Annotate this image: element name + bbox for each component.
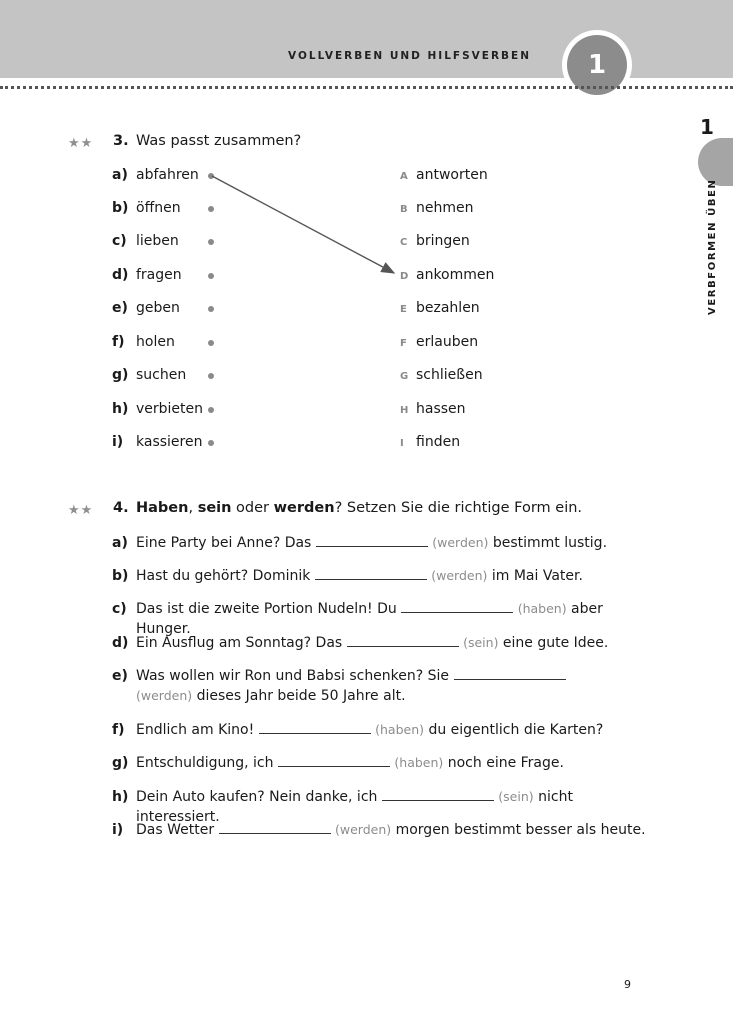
item-label: g)	[112, 755, 129, 771]
right-word: bringen	[416, 233, 470, 249]
item-label: a)	[112, 535, 128, 551]
right-word: hassen	[416, 401, 466, 417]
exercise-title: Haben, sein oder werden? Setzen Sie die richtige Form ein.	[136, 500, 583, 516]
answer-blank[interactable]	[219, 822, 331, 834]
answer-blank[interactable]	[316, 535, 428, 547]
item-label: f)	[112, 334, 125, 350]
item-label: d)	[112, 635, 129, 651]
item-label: h)	[112, 401, 129, 417]
left-word: fragen	[136, 267, 182, 283]
side-chapter-number: 1	[700, 115, 714, 139]
side-section-label: VERBFORMEN ÜBEN	[707, 178, 718, 315]
fill-sentence: Das ist die zweite Portion Nudeln! Du (haben) aber Hunger.	[136, 601, 603, 637]
option-letter: G	[400, 371, 409, 382]
option-letter: H	[400, 405, 409, 416]
answer-blank[interactable]	[278, 755, 390, 767]
left-word: öffnen	[136, 200, 181, 216]
option-letter: C	[400, 237, 408, 248]
answer-blank[interactable]	[259, 722, 371, 734]
fill-sentence: Was wollen wir Ron und Babsi schenken? Sie (werden) dieses Jahr beide 50 Jahre alt.	[136, 666, 606, 706]
item-label: i)	[112, 822, 124, 838]
answer-blank[interactable]	[401, 601, 513, 613]
fill-sentence: Ein Ausflug am Sonntag? Das (sein) eine gute Idee.	[136, 635, 609, 651]
option-letter: B	[400, 204, 408, 215]
left-word: suchen	[136, 367, 187, 383]
exercise-number: 3.	[113, 133, 129, 149]
difficulty-stars: ★★	[68, 503, 94, 518]
item-label: i)	[112, 434, 124, 450]
right-word: antworten	[416, 167, 488, 183]
right-word: finden	[416, 434, 461, 450]
difficulty-stars: ★★	[68, 136, 94, 151]
item-label: b)	[112, 200, 129, 216]
left-word: abfahren	[136, 167, 199, 183]
item-label: a)	[112, 167, 128, 183]
right-word: schließen	[416, 367, 483, 383]
left-word: geben	[136, 300, 180, 316]
item-label: c)	[112, 601, 127, 617]
right-word: bezahlen	[416, 300, 480, 316]
option-letter: A	[400, 171, 408, 182]
fill-sentence: Eine Party bei Anne? Das (werden) bestimmt lustig.	[136, 535, 608, 551]
item-label: g)	[112, 367, 129, 383]
right-word: ankommen	[416, 267, 495, 283]
fill-sentence: Hast du gehört? Dominik (werden) im Mai Vater.	[136, 568, 583, 584]
left-word: verbieten	[136, 401, 204, 417]
answer-blank[interactable]	[382, 789, 494, 801]
option-letter: E	[400, 304, 407, 315]
item-label: e)	[112, 668, 128, 684]
fill-sentence: Dein Auto kaufen? Nein danke, ich (sein) nicht interessiert.	[136, 789, 573, 825]
item-label: f)	[112, 722, 125, 738]
item-label: b)	[112, 568, 129, 584]
left-word: holen	[136, 334, 175, 350]
answer-blank[interactable]	[315, 568, 427, 580]
answer-blank[interactable]	[347, 635, 459, 647]
item-label: c)	[112, 233, 127, 249]
option-letter: F	[400, 338, 407, 349]
left-word: lieben	[136, 233, 179, 249]
left-word: kassieren	[136, 434, 203, 450]
right-word: erlauben	[416, 334, 479, 350]
page-number: 9	[624, 978, 631, 991]
exercise-number: 4.	[113, 500, 129, 516]
item-label: d)	[112, 267, 129, 283]
fill-sentence: Endlich am Kino! (haben) du eigentlich die Karten?	[136, 722, 604, 738]
exercise-title: Was passt zusammen?	[136, 133, 302, 149]
fill-sentence: Entschuldigung, ich (haben) noch eine Frage.	[136, 755, 564, 771]
right-word: nehmen	[416, 200, 474, 216]
item-label: h)	[112, 789, 129, 805]
option-letter: I	[400, 438, 404, 449]
fill-sentence: Das Wetter (werden) morgen bestimmt besser als heute.	[136, 822, 646, 838]
answer-blank[interactable]	[454, 668, 566, 680]
option-letter: D	[400, 271, 409, 282]
chapter-title: VOLLVERBEN UND HILFSVERBEN	[288, 50, 531, 62]
chapter-badge: 1	[567, 35, 627, 95]
item-label: e)	[112, 300, 128, 316]
